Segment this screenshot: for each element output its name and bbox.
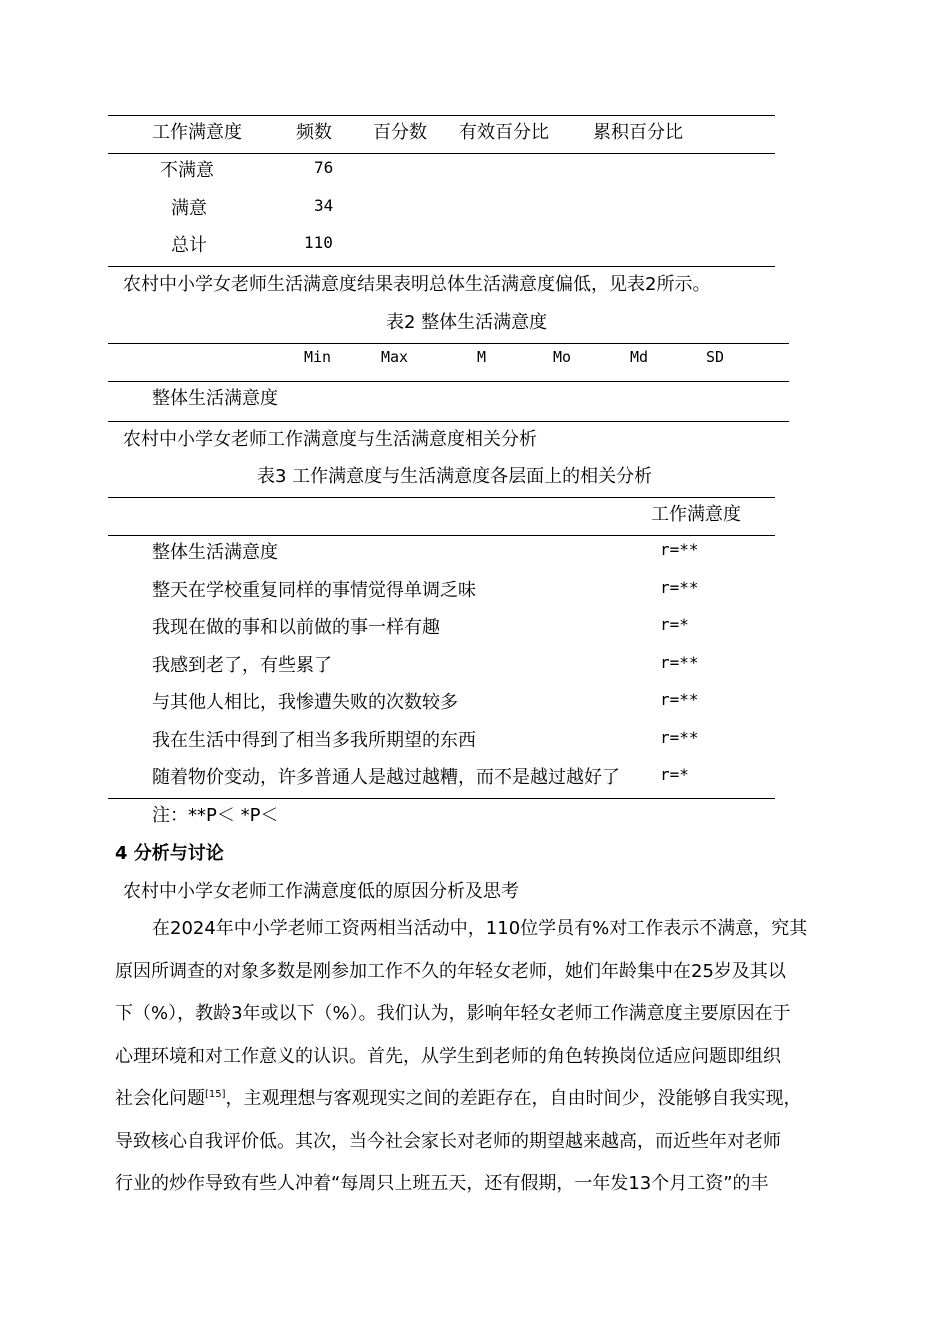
table3-row-label: 整体生活满意度 bbox=[152, 542, 278, 563]
body-text: 社会化问题 bbox=[115, 1088, 205, 1109]
table1-header-satisfaction: 工作满意度 bbox=[152, 122, 242, 143]
table3-row-value: r=** bbox=[660, 690, 699, 709]
table2-caption: 表2 整体生活满意度 bbox=[386, 312, 548, 333]
table3-row-value: r=** bbox=[660, 540, 699, 559]
body-text: ，主观理想与客观现实之间的差距存在，自由时间少，没能够自我实现， bbox=[225, 1088, 802, 1109]
table1-header-frequency: 频数 bbox=[296, 122, 332, 143]
table1-row-label: 总计 bbox=[171, 235, 207, 256]
body-line: 在2024年中小学老师工资两相当活动中，110位学员有%对工作表示不满意，究其 bbox=[152, 918, 808, 939]
table2-bottom-rule bbox=[108, 421, 789, 422]
body-line: 心理环境和对工作意义的认识。首先，从学生到老师的角色转换岗位适应问题即组织 bbox=[115, 1046, 781, 1067]
table1-header-percent: 百分数 bbox=[373, 122, 427, 143]
table3-row-value: r=** bbox=[660, 728, 699, 747]
table1-row-count: 34 bbox=[314, 196, 334, 215]
table1-top-rule bbox=[108, 115, 775, 116]
table2-header-mean: M bbox=[477, 348, 487, 366]
section-heading: 4 分析与讨论 bbox=[115, 843, 224, 864]
table3-row-label: 随着物价变动，许多普通人是越过越糟，而不是越过越好了 bbox=[152, 767, 620, 788]
table3-row-label: 我现在做的事和以前做的事一样有趣 bbox=[152, 617, 440, 638]
table2-header-sd: SD bbox=[706, 348, 725, 366]
table2-row-label: 整体生活满意度 bbox=[152, 388, 278, 409]
table3-header-job-satisfaction: 工作满意度 bbox=[651, 504, 741, 525]
table2-header-min: Min bbox=[304, 348, 332, 366]
body-line: 导致核心自我评价低。其次，当今社会家长对老师的期望越来越高，而近些年对老师 bbox=[115, 1131, 781, 1152]
table1-row-count: 110 bbox=[304, 233, 333, 252]
table2-top-rule bbox=[108, 343, 789, 344]
table3-row-value: r=* bbox=[660, 765, 689, 784]
table3-row-label: 我在生活中得到了相当多我所期望的东西 bbox=[152, 730, 476, 751]
body-line: 行业的炒作导致有些人冲着“每周只上班五天，还有假期，一年发13个月工资”的丰 bbox=[115, 1173, 769, 1194]
table3-row-label: 与其他人相比，我惨遭失败的次数较多 bbox=[152, 692, 458, 713]
table3-bottom-rule bbox=[108, 798, 775, 799]
table2-header-median: Md bbox=[630, 348, 649, 366]
table3-top-rule bbox=[108, 497, 775, 498]
body-line-with-citation bbox=[115, 1084, 835, 1110]
table3-row-value: r=** bbox=[660, 653, 699, 672]
citation-reference[interactable]: [15] bbox=[205, 1089, 226, 1100]
section-subheading: 农村中小学女老师工作满意度低的原因分析及思考 bbox=[123, 881, 519, 902]
paragraph-correlation: 农村中小学女老师工作满意度与生活满意度相关分析 bbox=[123, 429, 537, 450]
body-line: 原因所调查的对象多数是刚参加工作不久的年轻女老师，她们年龄集中在25岁及其以 bbox=[115, 961, 786, 982]
table1-header-rule bbox=[108, 153, 775, 154]
table3-row-value: r=* bbox=[660, 615, 689, 634]
table1-row-label: 满意 bbox=[171, 198, 207, 219]
table3-header-rule bbox=[108, 535, 775, 536]
body-line: 下（%），教龄3年或以下（%）。我们认为，影响年轻女老师工作满意度主要原因在于 bbox=[115, 1003, 791, 1024]
table1-row-count: 76 bbox=[314, 158, 334, 177]
table3-row-value: r=** bbox=[660, 578, 699, 597]
paragraph-life-satisfaction: 农村中小学女老师生活满意度结果表明总体生活满意度偏低，见表2所示。 bbox=[123, 274, 711, 295]
table2-header-max: Max bbox=[381, 348, 409, 366]
table3-row-label: 我感到老了，有些累了 bbox=[152, 655, 332, 676]
table3-row-label: 整天在学校重复同样的事情觉得单调乏味 bbox=[152, 580, 476, 601]
table3-caption: 表3 工作满意度与生活满意度各层面上的相关分析 bbox=[257, 466, 653, 487]
table2-header-rule bbox=[108, 381, 789, 382]
table2-header-mode: Mo bbox=[553, 348, 572, 366]
table1-header-valid-percent: 有效百分比 bbox=[459, 122, 549, 143]
table1-header-cumulative-percent: 累积百分比 bbox=[593, 122, 683, 143]
table1-bottom-rule bbox=[108, 266, 775, 267]
table1-row-label: 不满意 bbox=[160, 160, 214, 181]
table3-note: 注：**P＜ *P＜ bbox=[152, 805, 279, 826]
